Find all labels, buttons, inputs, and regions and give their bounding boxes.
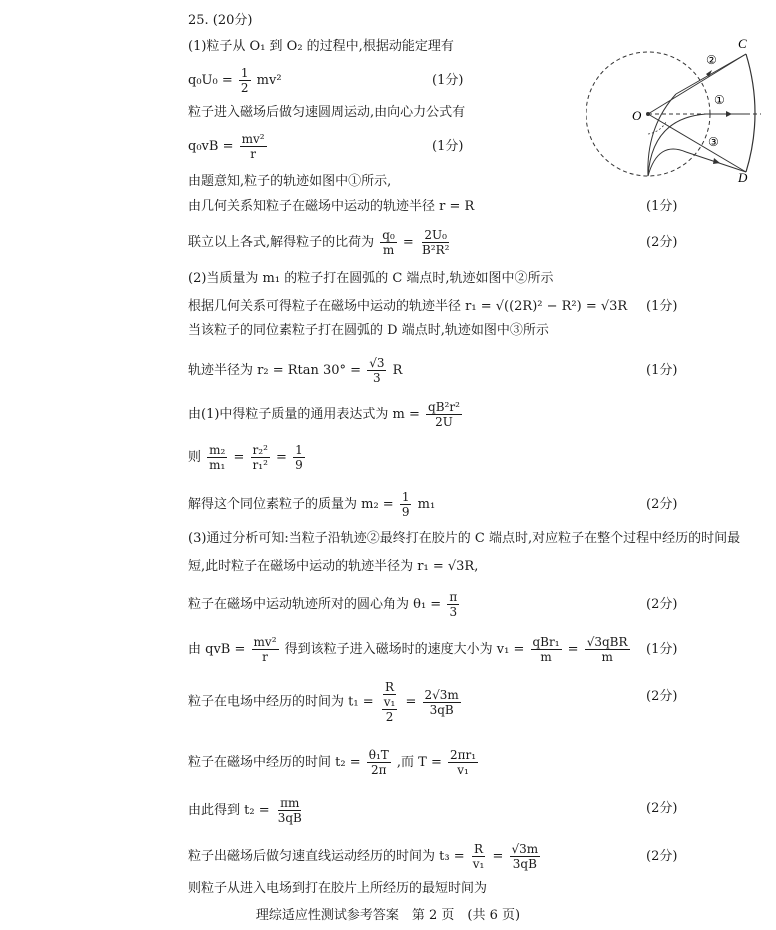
score-label: (1分) xyxy=(432,139,464,154)
score-label: (2分) xyxy=(646,497,678,512)
equation-isotope-mass: 解得这个同位素粒子的质量为 m₂ = $\frac{1}{9}$ m₁ xyxy=(188,490,436,519)
label-trajectory-3: ③ xyxy=(708,135,719,149)
equation-mass-general: 由(1)中得粒子质量的通用表达式为 m = $\frac{\text{qB²r²}}{2U}$ xyxy=(188,400,460,429)
text-line: (1)粒子从 O₁ 到 O₂ 的过程中,根据动能定理有 xyxy=(188,39,454,54)
text-line: (2)当质量为 m₁ 的粒子打在圆弧的 C 端点时,轨迹如图中②所示 xyxy=(188,271,554,286)
arrow-icon xyxy=(713,158,720,164)
radius-line-d xyxy=(648,114,746,172)
text-line: 当该粒子的同位素粒子打在圆弧的 D 端点时,轨迹如图中③所示 xyxy=(188,323,549,338)
score-label: (2分) xyxy=(646,849,678,864)
label-c: C xyxy=(738,36,747,51)
score-label: (1分) xyxy=(646,299,678,314)
trajectory-3 xyxy=(648,149,686,176)
text-line: (3)通过分析可知:当粒子沿轨迹②最终打在胶片的 C 端点时,对应粒子在整个过程中经历的时间最 xyxy=(188,531,741,546)
origin-point xyxy=(646,112,650,116)
equation-kinetic-energy: q₀U₀ = $\frac{1}{2}$ mv² xyxy=(188,66,282,95)
equation-velocity: 由 qvB = $\frac{\text{mv²}}{r}$ 得到该粒子进入磁场时的速度大小为 v₁ = $\frac{\text{qBr₁}}{m}$ = $\frac{\text{√3qBR}}{m}$ xyxy=(188,635,628,664)
text-line: 短,此时粒子在磁场中运动的轨迹半径为 r₁ = √3R, xyxy=(188,559,479,574)
equation-radius-r2: 轨迹半径为 r₂ = Rtan 30° = $\frac{√3}{3}$ R xyxy=(188,356,403,385)
text-line: 由题意知,粒子的轨迹如图中①所示, xyxy=(188,174,392,189)
arrow-icon xyxy=(726,111,732,117)
score-label: (1分) xyxy=(432,73,464,88)
score-label: (1分) xyxy=(646,642,678,657)
equation-centripetal: q₀vB = $\frac{\text{mv²}}{r}$ xyxy=(188,132,265,161)
label-d: D xyxy=(738,170,748,182)
text-line: 粒子进入磁场后做匀速圆周运动,由向心力公式有 xyxy=(188,105,466,120)
score-label: (2分) xyxy=(646,235,678,250)
score-label: (2分) xyxy=(646,689,678,704)
score-label: (1分) xyxy=(646,363,678,378)
equation-t2-result: 由此得到 t₂ = $\frac{\pi m}{3qB}$ xyxy=(188,796,302,825)
film-arc xyxy=(746,54,755,172)
label-trajectory-2: ② xyxy=(706,53,717,67)
trajectory-diagram xyxy=(586,32,770,182)
equation-charge-ratio: 联立以上各式,解得粒子的比荷为 $\frac{\text{q₀}}{m}$ = $\frac{\text{2U₀}}{\text{B²R²}}$ xyxy=(188,228,450,257)
page-footer: 理综适应性测试参考答案 第 2 页 (共 6 页) xyxy=(255,908,521,923)
label-o: O xyxy=(632,108,642,123)
equation-time-line: 粒子出磁场后做匀速直线运动经历的时间为 t₃ = $\frac{R}{\text{v₁}}$ = $\frac{√3m}{3qB}$ xyxy=(188,842,539,871)
equation-mass-ratio: 则 $\frac{\text{m₂}}{\text{m₁}}$ = $\frac{\text{r₂²}}{\text{r₁²}}$ = $\frac{1}{9}$ xyxy=(188,443,303,472)
equation-time-electric: 粒子在电场中经历的时间为 t₁ = $\frac{R}{\frac{\text{v₁}}{2}}$ = $\frac{2√3m}{3qB}$ xyxy=(188,680,459,724)
score-label: (2分) xyxy=(646,597,678,612)
equation-central-angle: 粒子在磁场中运动轨迹所对的圆心角为 θ₁ = $\frac{\pi}{3}$ xyxy=(188,590,458,619)
score-label: (2分) xyxy=(646,801,678,816)
text-line: 由几何关系知粒子在磁场中运动的轨迹半径 r = R xyxy=(188,199,475,214)
text-line: 根据几何关系可得粒子在磁场中运动的轨迹半径 r₁ = √((2R)² − R²) = √3R xyxy=(188,299,628,314)
equation-time-magnetic: 粒子在磁场中经历的时间 t₂ = $\frac{\text{θ₁T}}{2\pi}$ ,而 T = $\frac{\text{2πr₁}}{\text{v₁}}$ xyxy=(188,748,477,777)
question-header: 25. (20分) xyxy=(188,13,253,28)
text-line: 则粒子从进入电场到打在胶片上所经历的最短时间为 xyxy=(188,881,488,896)
radius-line-c xyxy=(648,54,746,114)
label-trajectory-1: ① xyxy=(714,93,725,107)
score-label: (1分) xyxy=(646,199,678,214)
